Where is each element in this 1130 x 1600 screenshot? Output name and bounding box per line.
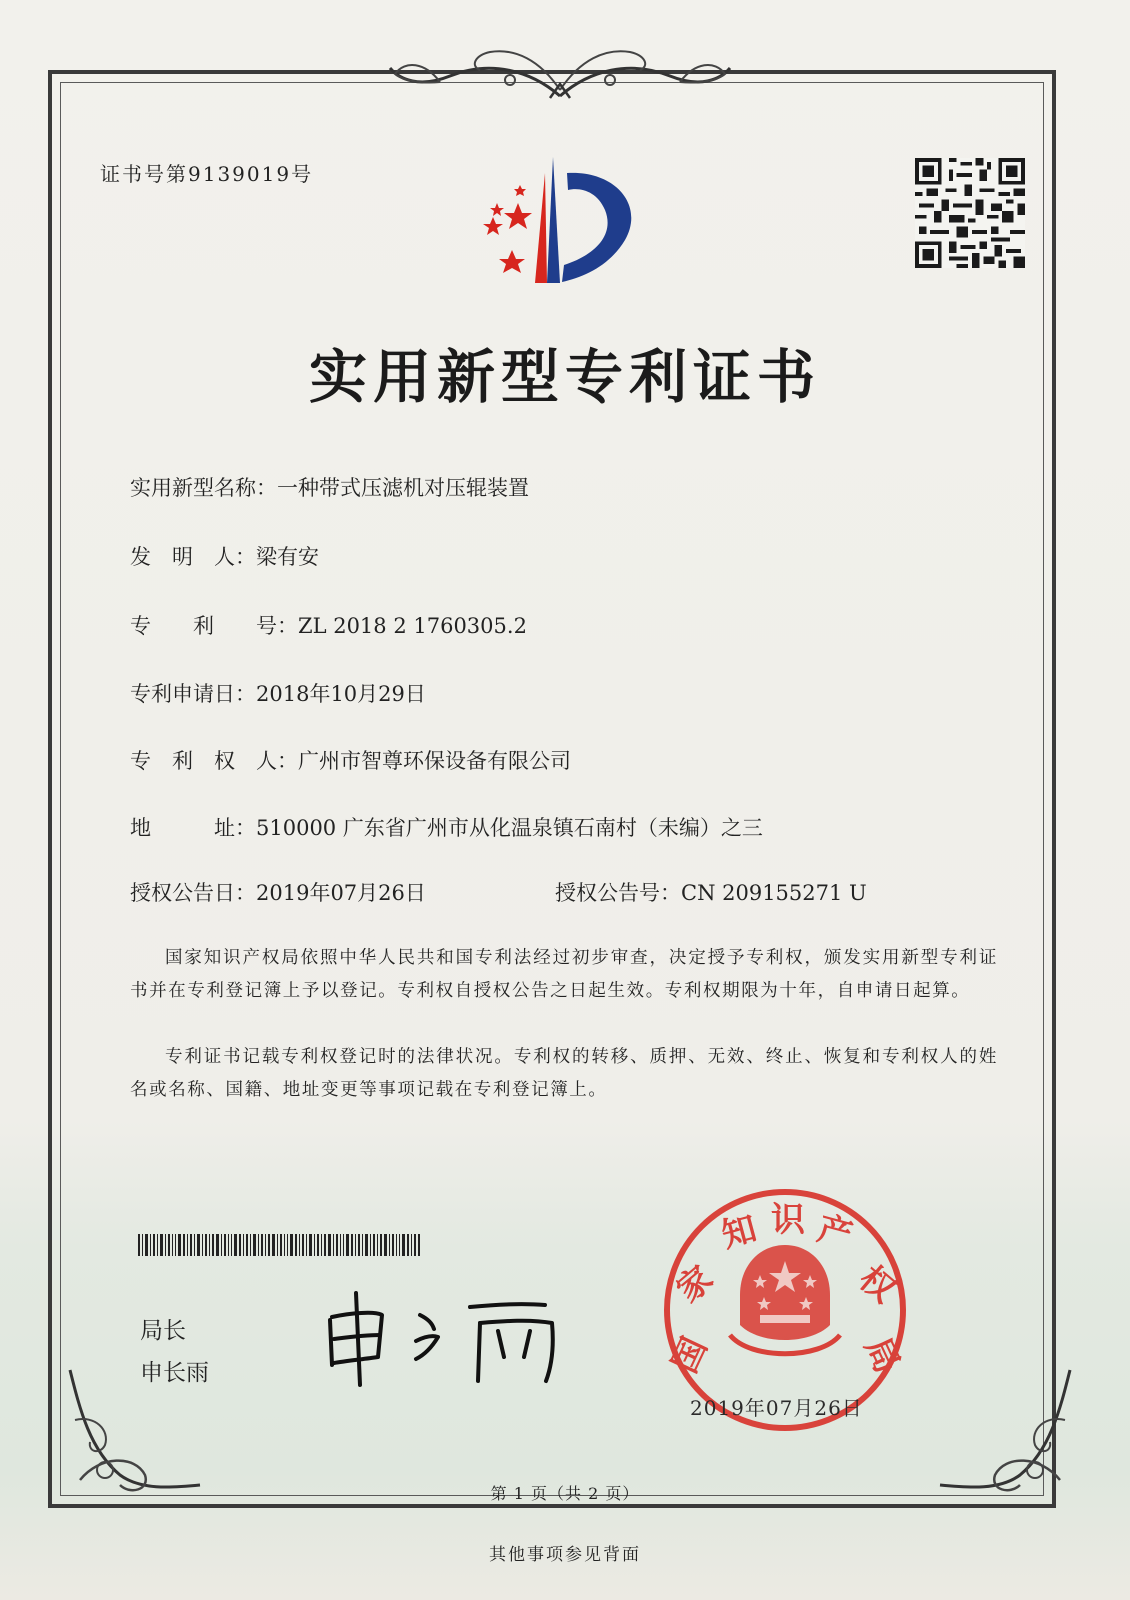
patentee-value: 广州市智尊环保设备有限公司	[298, 749, 571, 773]
inventor-value: 梁有安	[256, 545, 319, 569]
barcode-icon	[138, 1234, 420, 1256]
filing-date-label: 专利申请日：	[130, 682, 256, 706]
cnipa-emblem-icon	[465, 155, 645, 290]
page-number: 第 1 页（共 2 页）	[490, 1484, 640, 1503]
svg-text:局: 局	[856, 1331, 908, 1380]
svg-text:权: 权	[851, 1258, 903, 1311]
top-scroll-ornament	[380, 40, 740, 106]
grant-number-label: 授权公告号：	[555, 881, 681, 905]
grant-number-value: CN 209155271 U	[681, 881, 867, 905]
svg-text:家: 家	[669, 1258, 721, 1311]
certificate-title: 实用新型专利证书	[308, 343, 821, 411]
patentee-row	[130, 745, 571, 775]
bottom-right-ornament	[930, 1360, 1080, 1500]
svg-text:产: 产	[813, 1208, 857, 1257]
grant-number-row	[555, 877, 867, 907]
filing-date-value: 2018年10月29日	[256, 682, 426, 706]
svg-text:知: 知	[717, 1208, 761, 1257]
seal-date: 2019年07月26日	[690, 1396, 863, 1420]
patent-number-label: 专 利 号：	[130, 614, 298, 638]
certificate-number: 证书号第9139019号	[100, 162, 314, 186]
body-paragraph-2: 专利证书记载专利权登记时的法律状况。专利权的转移、质押、无效、终止、恢复和专利权人的姓名或名称、国籍、地址变更等事项记载在专利登记簿上。	[130, 1047, 998, 1100]
patentee-label: 专 利 权 人：	[130, 749, 298, 773]
grant-date-value: 2019年07月26日	[256, 881, 426, 905]
utility-model-name-label: 实用新型名称：	[130, 476, 277, 500]
grant-date-label: 授权公告日：	[130, 881, 256, 905]
svg-text:识: 识	[771, 1200, 805, 1240]
patent-number-row	[130, 610, 527, 640]
footer-note: 其他事项参见背面	[489, 1545, 641, 1565]
filing-date-row	[130, 678, 426, 708]
director-title: 局长	[140, 1318, 186, 1344]
grant-date-row	[130, 877, 426, 907]
inventor-label: 发 明 人：	[130, 545, 256, 569]
address-row	[130, 812, 763, 842]
qr-code-icon	[915, 158, 1025, 268]
handwritten-signature	[320, 1285, 580, 1395]
director-name: 申长雨	[140, 1360, 209, 1386]
address-label: 地 址：	[130, 816, 256, 840]
patent-number-value: ZL 2018 2 1760305.2	[298, 614, 527, 638]
utility-model-name-value: 一种带式压滤机对压辊装置	[277, 476, 529, 500]
utility-model-name-row	[130, 472, 529, 502]
director-block	[140, 1310, 209, 1394]
svg-text:国: 国	[664, 1331, 716, 1380]
inventor-row	[130, 541, 319, 571]
address-value: 510000 广东省广州市从化温泉镇石南村（未编）之三	[256, 816, 763, 840]
body-paragraph-1: 国家知识产权局依照中华人民共和国专利法经过初步审查，决定授予专利权，颁发实用新型专利证书并在专利登记簿上予以登记。专利权自授权公告之日起生效。专利权期限为十年，自申请日起算。	[130, 948, 998, 1001]
